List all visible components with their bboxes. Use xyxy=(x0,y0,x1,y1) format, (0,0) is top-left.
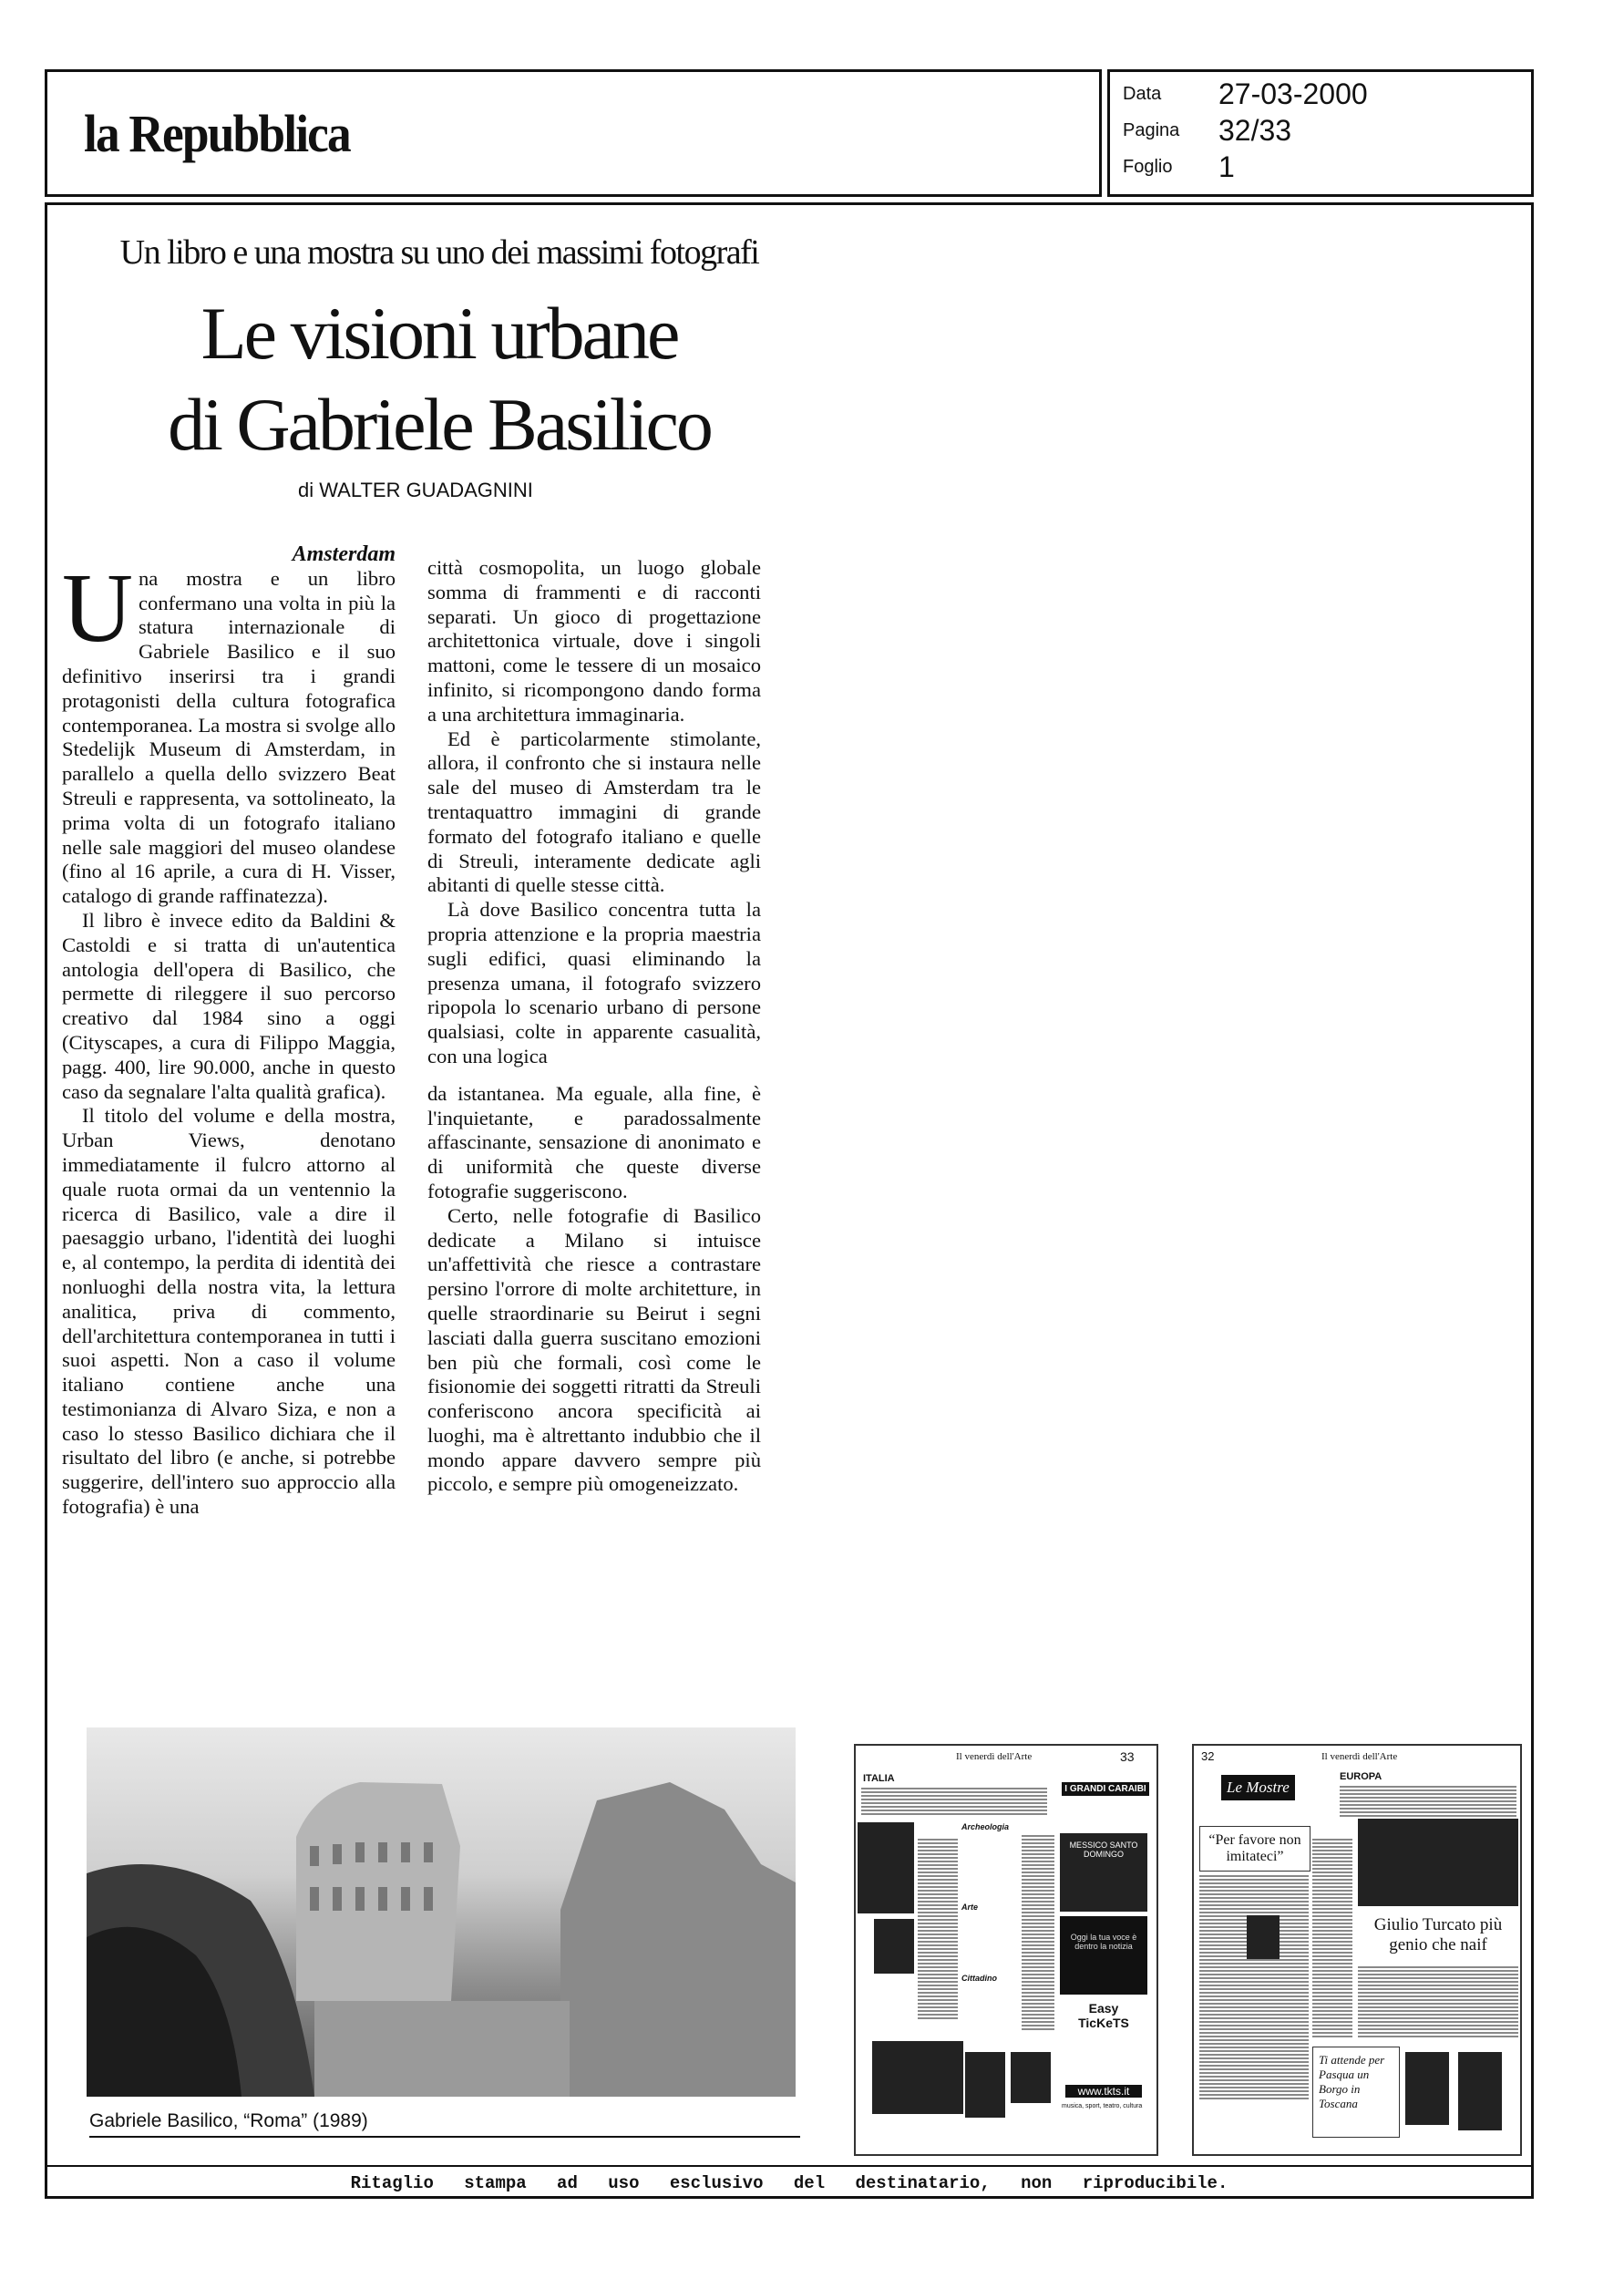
article-column-1 xyxy=(62,542,396,1520)
paragraph: da istantanea. Ma eguale, alla fine, è l'inquietante, e paradossalmente affascinante, sensazione di anonimato e di uniformità che queste diverse fotografie suggeriscono. xyxy=(427,1081,761,1202)
photo-caption: Gabriele Basilico, “Roma” (1989) xyxy=(89,2110,800,2138)
page-value: 32/33 xyxy=(1218,114,1292,147)
thumb-headline: “Per favore non imitateci” xyxy=(1199,1826,1311,1872)
paragraph-text: na mostra e un libro confermano una volta in più la statura internazionale di Gabriele Basilico e il suo definitivo inserirsi tra i grandi protagonisti della cultura fotografica contemporanea. La mostra si svolge allo Stedelijk Museum di Amsterdam, in parallelo a quella dello svizzero Beat Streuli e rappresenta, va sottolineato, la prima volta di un fotografo italiano nelle sale maggiori del museo olandese (fino al 16 aprile, a cura di H. Visser, catalogo di grande raffinatezza). xyxy=(62,566,396,908)
thumb-section: ITALIA xyxy=(863,1773,895,1784)
page-thumbnail-32 xyxy=(1192,1744,1522,2156)
page-row xyxy=(1123,114,1291,148)
dateline: Amsterdam xyxy=(292,542,396,566)
paragraph: Il titolo del volume e della mostra, Urban Views, denotano immediatamente il fulcro attorno al quale ruota ormai da un ventennio la ricerca di Basilico, vale a dire il paesaggio urbano, l'identità dei luoghi e, al contempo, la perdita di identità dei nonluoghi della nostra vita, la lettura analitica, priva di commento, dell'architettura contemporanea in tutti i suoi aspetti. Non a caso il volume italiano contiene anche una testimonianza di Alvaro Siza, e non a caso lo stesso Basilico dichiara che il risultato del libro (e anche, si potrebbe suggerire, dell'intero suo approccio alla fotografia) è una xyxy=(62,1104,396,1519)
paragraph: Là dove Basilico concentra tutta la propria attenzione e la propria maestria sugli edifici, quasi eliminando la presenza umana, il fotografo svizzero ripopola lo scenario urbano di persone qualsiasi, colte in apparente casualità, con una logica xyxy=(427,898,761,1067)
article-photo-rome-colosseum xyxy=(87,1727,796,2097)
thumb-masthead: Il venerdì dell'Arte xyxy=(1321,1751,1398,1762)
thumb-tag: Cittadino xyxy=(961,1974,997,1983)
thumb-ad-borgo: Ti attende per Pasqua un Borgo in Toscana xyxy=(1312,2047,1400,2138)
thumb-ad-caraibi: I GRANDI CARAIBI xyxy=(1062,1782,1149,1796)
paragraph xyxy=(62,553,396,909)
page-label: Pagina xyxy=(1123,120,1180,140)
article-column-2 xyxy=(427,556,761,1497)
article-title-line1: Le visioni urbane xyxy=(200,292,678,375)
date-row xyxy=(1123,77,1368,111)
thumb-page-number: 32 xyxy=(1201,1749,1215,1763)
newspaper-logo: la Repubblica xyxy=(84,104,350,163)
clip-info-box xyxy=(1107,69,1534,197)
paragraph: Il libro è invece edito da Baldini & Castoldi e si tratta di un'autentica antologia dell'opera di Basilico, che permette di rileggere il suo percorso creativo dal 1984 sino a oggi (Cityscapes, a cura di Filippo Maggia, pagg. 400, lire 90.000, anche in questo caso da segnalare l'alta qualità grafica). xyxy=(62,908,396,1103)
thumb-ad-easytickets: Easy TicKeTS xyxy=(1078,2001,1129,2030)
thumb-ad-url: www.tkts.it xyxy=(1065,2085,1142,2098)
masthead-box xyxy=(45,69,1102,197)
paragraph: Certo, nelle fotografie di Basilico dedicate a Milano si intuisce un'affettività che riesce a contrastare persino l'orrore di molte architetture, in quelle straordinarie su Beirut i segni lasciati dalla guerra suscitano emozioni ben più che formali, così come le fisionomie dei soggetti ritratti da Streuli conferiscono ancora specificità ai luoghi, ma è altrettanto indubbio che il mondo appare davvero sempre più piccolo, e sempre più omogeneizzato. xyxy=(427,1203,761,1496)
thumb-ad-sub: musica, sport, teatro, cultura xyxy=(1062,2103,1143,2109)
thumb-masthead: Il venerdì dell'Arte xyxy=(956,1751,1033,1762)
thumb-rubric: Le Mostre xyxy=(1221,1775,1295,1800)
article-kicker: Un libro e una mostra su uno dei massimi fotografi xyxy=(119,233,759,272)
thumb-ad-radio: Oggi la tua voce è dentro la notizia xyxy=(1060,1916,1147,1995)
article-title-line2: di Gabriele Basilico xyxy=(168,383,711,466)
clipping-body xyxy=(45,202,1534,2199)
paragraph: città cosmopolita, un luogo globale somma di frammenti e di racconti separati. Un gioco di progettazione architettonica virtuale, dove i singoli mattoni, come le tessere di un mosaico infinito, si ricompongono dando forma a una architettura immaginaria. xyxy=(427,556,761,726)
colosseum-photo-graphic xyxy=(87,1727,796,2097)
date-value: 27-03-2000 xyxy=(1218,77,1368,110)
drop-cap: U xyxy=(62,553,133,663)
sheet-row xyxy=(1123,150,1235,184)
date-label: Data xyxy=(1123,84,1162,104)
thumb-headline: Giulio Turcato più genio che naif xyxy=(1373,1915,1503,1954)
page-thumbnail-33 xyxy=(854,1744,1158,2156)
byline: di WALTER GUADAGNINI xyxy=(298,479,533,501)
sheet-label: Foglio xyxy=(1123,157,1173,177)
thumb-page-number: 33 xyxy=(1120,1749,1135,1764)
sheet-value: 1 xyxy=(1218,150,1235,183)
thumb-tag: Archeologia xyxy=(961,1822,1010,1831)
thumb-ad-messico: MESSICO SANTO DOMINGO xyxy=(1060,1833,1147,1912)
thumb-section: EUROPA xyxy=(1340,1771,1382,1782)
clipping-disclaimer: Ritaglio stampa ad uso esclusivo del destinatario, non riproducibile. xyxy=(47,2165,1531,2199)
thumb-tag: Arte xyxy=(961,1903,979,1912)
paragraph: Ed è particolarmente stimolante, allora, il confronto che si instaura nelle sale del museo di Amsterdam tra le trentaquattro immagini di grande formato del fotografo italiano e quelle di Streuli, interamente dedicate agli abitanti di quelle stesse città. xyxy=(427,727,761,897)
